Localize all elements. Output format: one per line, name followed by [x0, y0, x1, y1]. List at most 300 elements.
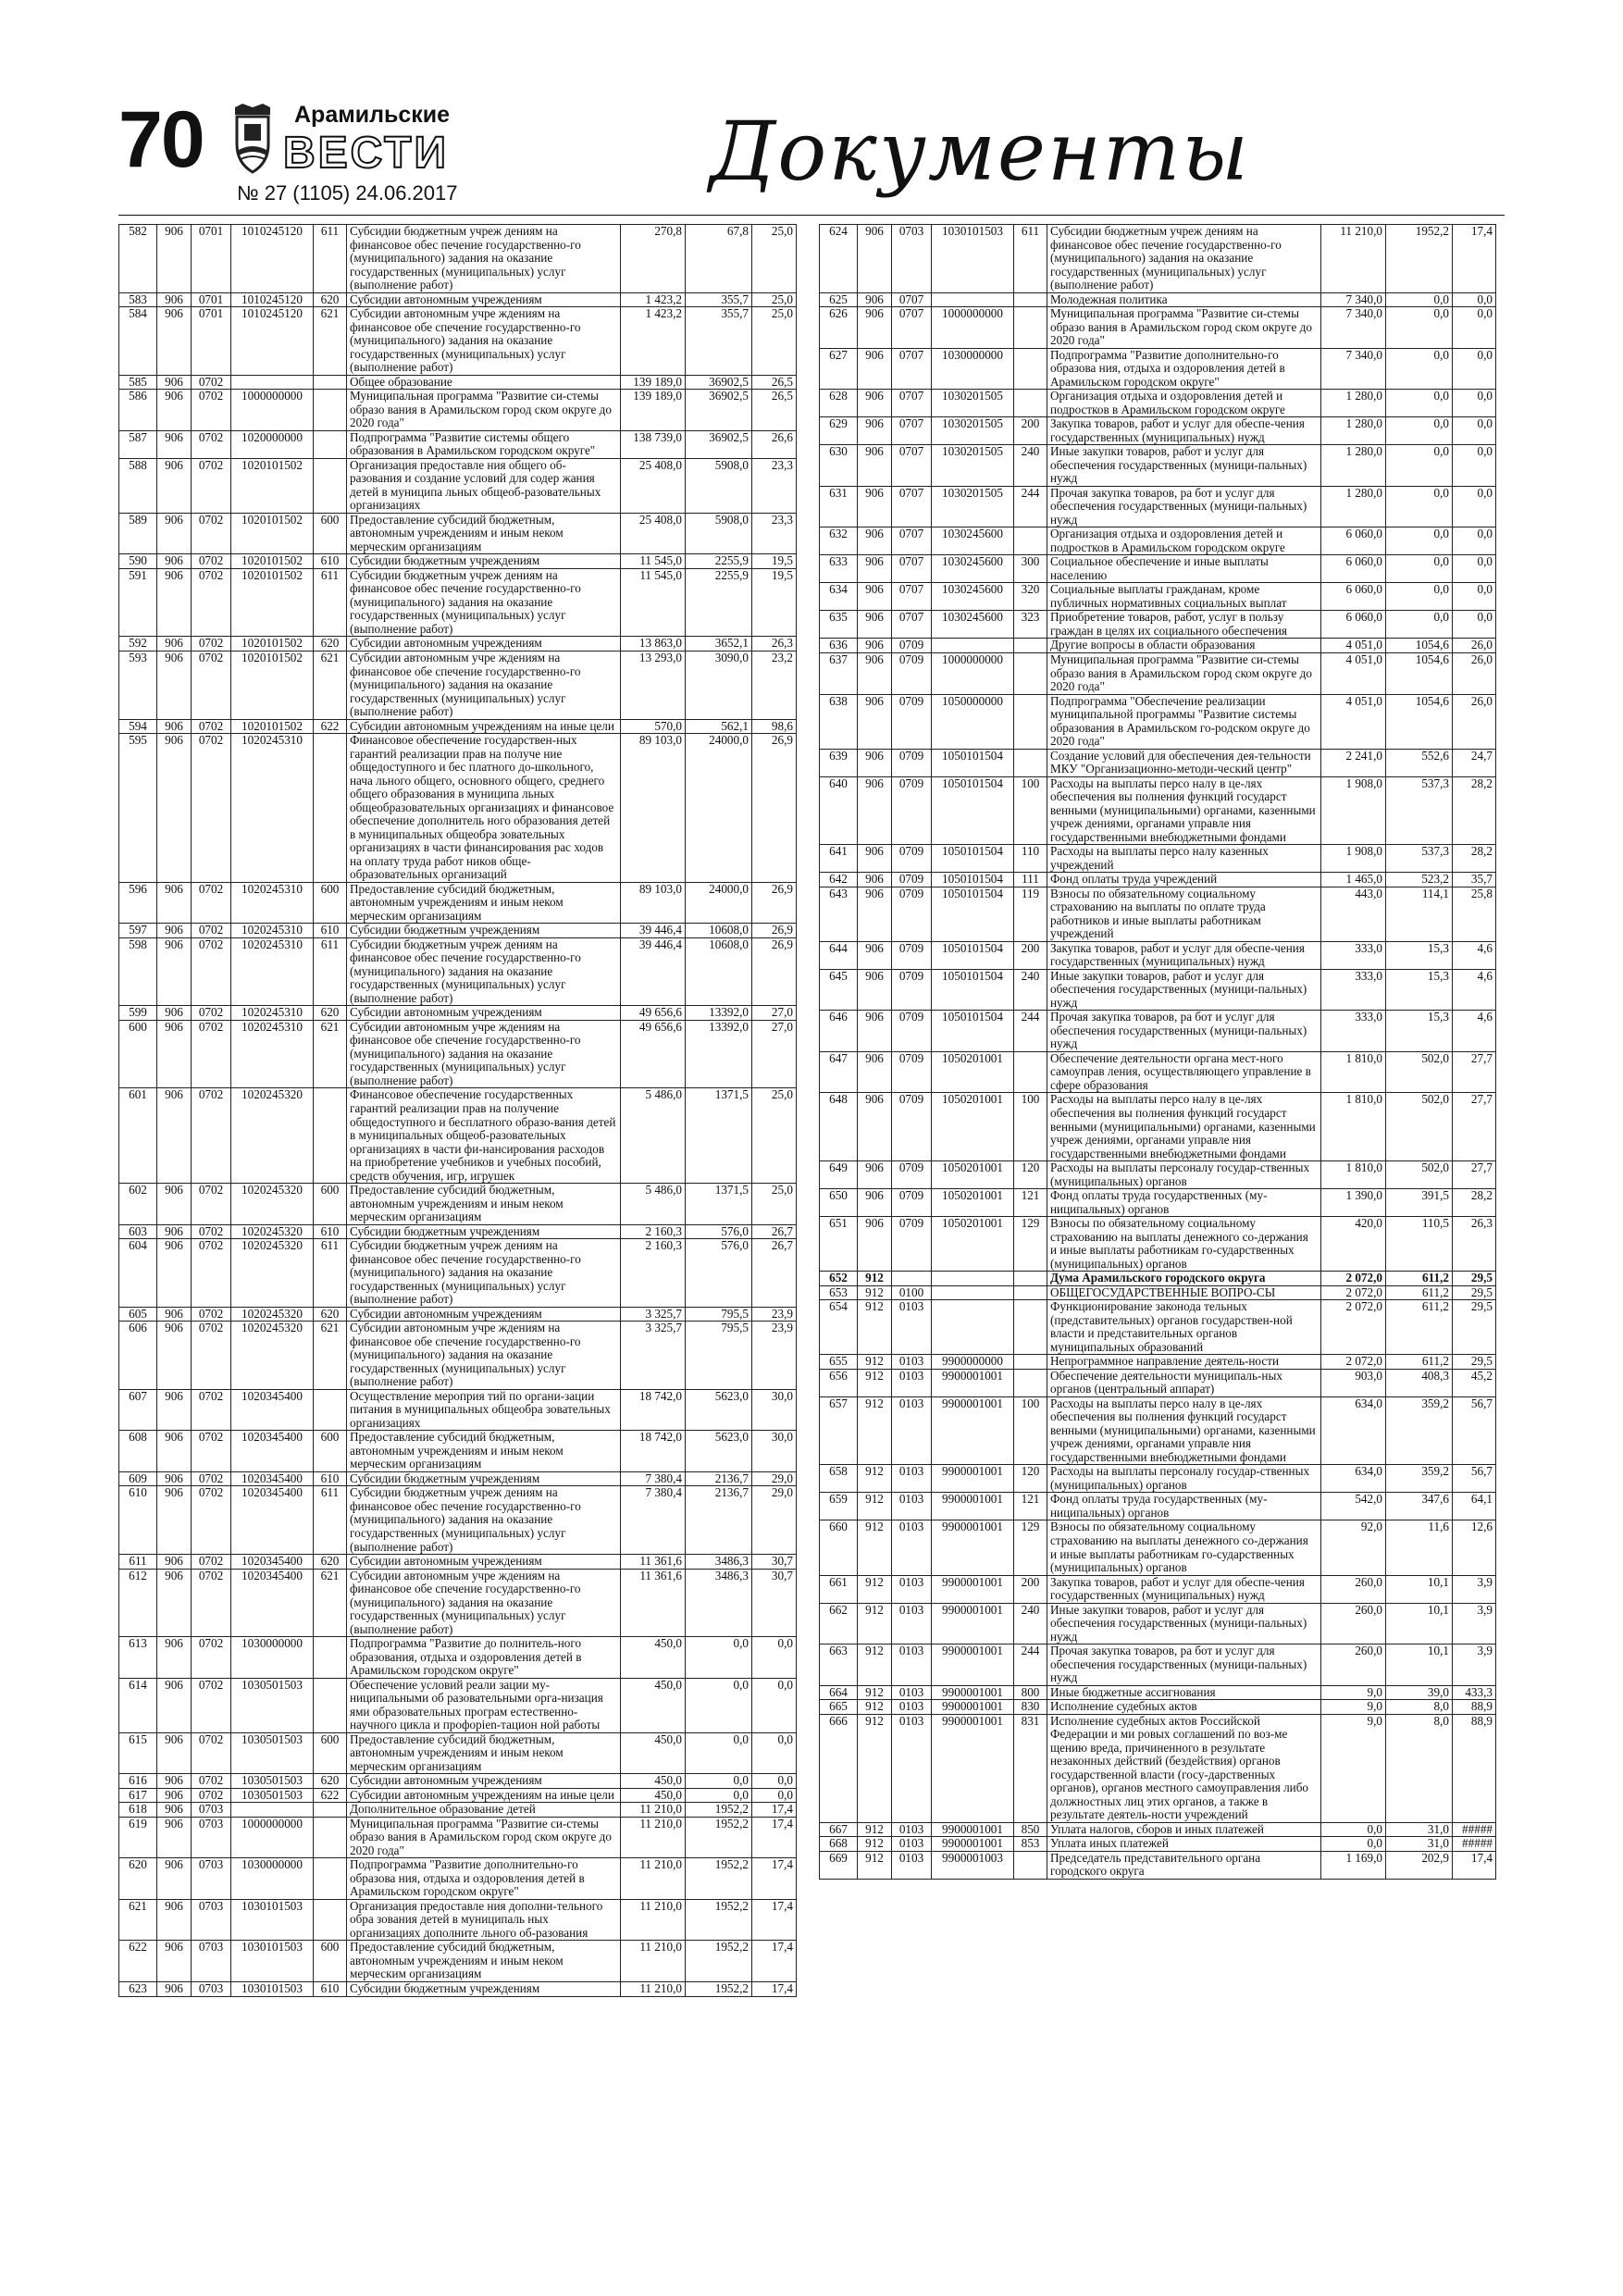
row-number: 650 [820, 1189, 858, 1217]
expense-type-code: 100 [1014, 776, 1047, 845]
section-code: 0707 [892, 445, 932, 487]
table-row [119, 513, 797, 554]
target-article-code: 1030501503 [231, 1678, 314, 1732]
percent-executed: 26,9 [752, 924, 797, 938]
description: Закупка товаров, работ и услуг для обеспе-чения государственных (муниципальных) нужд [1047, 1575, 1321, 1603]
ministry-code: 906 [157, 1389, 192, 1431]
table-row [820, 1011, 1496, 1052]
plan-amount: 18 742,0 [621, 1389, 686, 1431]
description: Субсидии автономным учре ждениям на финансовое обе спечение государственно-го (муниципального) задания на оказание государственных (муниципальных) услуг (выполнение работ) [347, 1569, 621, 1637]
target-article-code: 1030501503 [231, 1774, 314, 1789]
percent-executed: 4,6 [1453, 969, 1496, 1011]
expense-type-code: 853 [1014, 1837, 1047, 1852]
table-row [119, 1817, 797, 1858]
executed-amount: 10,1 [1386, 1644, 1453, 1686]
expense-type-code: 240 [1014, 1603, 1047, 1644]
section-code [892, 1272, 932, 1286]
plan-amount: 1 810,0 [1321, 1161, 1386, 1189]
target-article-code: 1020000000 [231, 430, 314, 458]
plan-amount: 634,0 [1321, 1465, 1386, 1493]
percent-executed: 29,5 [1453, 1285, 1496, 1300]
target-article-code: 1020245320 [231, 1224, 314, 1239]
ministry-code: 906 [157, 1006, 192, 1021]
ministry-code: 906 [157, 1184, 192, 1225]
plan-amount: 9,0 [1321, 1700, 1386, 1715]
section-code: 0702 [192, 637, 231, 652]
section-code: 0702 [192, 1774, 231, 1789]
table-row [119, 1020, 797, 1088]
row-number: 594 [119, 719, 157, 734]
plan-amount: 1 810,0 [1321, 1093, 1386, 1161]
plan-amount: 2 072,0 [1321, 1272, 1386, 1286]
ministry-code: 906 [157, 1224, 192, 1239]
row-number: 604 [119, 1239, 157, 1308]
row-number: 618 [119, 1803, 157, 1818]
row-number: 645 [820, 969, 858, 1011]
section-code: 0703 [192, 1817, 231, 1858]
row-number: 624 [820, 225, 858, 293]
executed-amount: 552,6 [1386, 749, 1453, 776]
table-row [820, 652, 1496, 694]
percent-executed: 27,0 [752, 1006, 797, 1021]
percent-executed: 0,0 [752, 1637, 797, 1679]
description: Субсидии бюджетным учреж дениям на финансовое обес печение государственно-го (муниципального) задания на оказание государственных (муниципальных) услуг (выполнение работ) [347, 937, 621, 1006]
plan-amount: 6 060,0 [1321, 555, 1386, 583]
executed-amount: 502,0 [1386, 1051, 1453, 1093]
executed-amount: 2255,9 [686, 554, 752, 569]
table-row [820, 417, 1496, 445]
budget-table-right-column [819, 224, 1495, 1880]
plan-amount: 450,0 [621, 1788, 686, 1803]
expense-type-code [314, 1088, 347, 1184]
executed-amount: 1952,2 [686, 1803, 752, 1818]
expense-type-code: 831 [1014, 1714, 1047, 1822]
plan-amount: 903,0 [1321, 1369, 1386, 1396]
ministry-code: 912 [858, 1685, 892, 1700]
description: Субсидии автономным учреждениям [347, 1774, 621, 1789]
description: Подпрограмма "Развитие дополнительно-го образова ния, отдыха и оздоровления детей в Арамильском городском округе" [347, 1858, 621, 1900]
percent-executed: 26,0 [1453, 652, 1496, 694]
logo-top-text: Арамильские [294, 102, 451, 128]
percent-executed: 35,7 [1453, 873, 1496, 887]
table-row [820, 225, 1496, 293]
row-number: 655 [820, 1355, 858, 1370]
target-article-code [932, 1285, 1014, 1300]
description: Подпрограмма "Развитие дополнительно-го образова ния, отдыха и оздоровления детей в Арамильском городском округе" [1047, 348, 1321, 390]
ministry-code: 906 [157, 1774, 192, 1789]
executed-amount: 3652,1 [686, 637, 752, 652]
description: Субсидии бюджетным учреждениям [347, 554, 621, 569]
ministry-code: 906 [157, 1088, 192, 1184]
section-code: 0709 [892, 969, 932, 1011]
executed-amount: 0,0 [686, 1637, 752, 1679]
percent-executed: 12,6 [1453, 1520, 1496, 1575]
plan-amount: 333,0 [1321, 941, 1386, 969]
row-number: 598 [119, 937, 157, 1006]
percent-executed: 3,9 [1453, 1575, 1496, 1603]
target-article-code [231, 1803, 314, 1818]
section-code: 0702 [192, 554, 231, 569]
percent-executed: 28,2 [1453, 776, 1496, 845]
description: Муниципальная программа "Развитие си-стемы образо вания в Арамильском город ском округе до 2020 года" [1047, 307, 1321, 349]
section-code: 0103 [892, 1493, 932, 1520]
percent-executed: 30,7 [752, 1569, 797, 1637]
table-row [820, 390, 1496, 417]
description: Прочая закупка товаров, ра бот и услуг для обеспечения государственных (муници-пальных) нужд [1047, 1011, 1321, 1052]
description: Функционирование законода тельных (представительных) органов государствен-ной власти и представительных органов муниципальных образований [1047, 1300, 1321, 1355]
description: Взносы по обязательному социальному страхованию на выплаты денежного со-держания и иные выплаты работникам го-сударственных (муниципальных) органов [1047, 1520, 1321, 1575]
expense-type-code [314, 1389, 347, 1431]
expense-type-code: 300 [1014, 555, 1047, 583]
row-number: 620 [119, 1858, 157, 1900]
plan-amount: 1 280,0 [1321, 486, 1386, 527]
section-code: 0702 [192, 1389, 231, 1431]
ministry-code: 906 [157, 1817, 192, 1858]
target-article-code: 1030201505 [932, 445, 1014, 487]
description: Субсидии автономным учреждениям [347, 292, 621, 307]
expense-type-code: 323 [1014, 611, 1047, 639]
ministry-code: 906 [858, 1011, 892, 1052]
target-article-code: 9900001001 [932, 1369, 1014, 1396]
executed-amount: 24000,0 [686, 734, 752, 883]
percent-executed: 0,0 [1453, 417, 1496, 445]
executed-amount: 391,5 [1386, 1189, 1453, 1217]
ministry-code: 906 [858, 1217, 892, 1272]
target-article-code: 1050101504 [932, 845, 1014, 873]
row-number: 612 [119, 1569, 157, 1637]
description: Субсидии автономным учреждениям [347, 637, 621, 652]
table-row [820, 1093, 1496, 1161]
percent-executed: 17,4 [1453, 225, 1496, 293]
row-number: 602 [119, 1184, 157, 1225]
percent-executed: 17,4 [1453, 1851, 1496, 1879]
ministry-code: 906 [858, 652, 892, 694]
row-number: 623 [119, 1982, 157, 1997]
section-code: 0707 [892, 307, 932, 349]
ministry-code: 906 [157, 1732, 192, 1774]
target-article-code: 1020245310 [231, 882, 314, 924]
section-code: 0709 [892, 1161, 932, 1189]
section-code: 0103 [892, 1355, 932, 1370]
description: Субсидии автономным учре ждениям на финансовое обе спечение государственно-го (муниципального) задания на оказание государственных (муниципальных) услуг (выполнение работ) [347, 1322, 621, 1390]
target-article-code: 1020345400 [231, 1569, 314, 1637]
ministry-code: 906 [858, 292, 892, 307]
executed-amount: 10608,0 [686, 937, 752, 1006]
description: Предоставление субсидий бюджетным, автономным учреждениям и иным неком мерческим организациям [347, 1941, 621, 1982]
percent-executed: 0,0 [1453, 583, 1496, 611]
target-article-code: 1030245600 [932, 527, 1014, 555]
description: Муниципальная программа "Развитие си-стемы образо вания в Арамильском город ском округе до 2020 года" [347, 390, 621, 431]
description: Организация отдыха и оздоровления детей и подростков в Арамильском городском округе [1047, 527, 1321, 555]
target-article-code: 1020245310 [231, 734, 314, 883]
row-number: 634 [820, 583, 858, 611]
ministry-code: 906 [157, 937, 192, 1006]
section-code: 0702 [192, 734, 231, 883]
description: Социальные выплаты гражданам, кроме публичных нормативных социальных выплат [1047, 583, 1321, 611]
section-code: 0702 [192, 1431, 231, 1472]
ministry-code: 906 [157, 1678, 192, 1732]
percent-executed: 23,3 [752, 513, 797, 554]
expense-type-code: 600 [314, 1732, 347, 1774]
percent-executed: 25,0 [752, 292, 797, 307]
section-code: 0709 [892, 1093, 932, 1161]
percent-executed: 17,4 [752, 1858, 797, 1900]
target-article-code: 1050101504 [932, 969, 1014, 1011]
plan-amount: 1 810,0 [1321, 1051, 1386, 1093]
expense-type-code: 600 [314, 1184, 347, 1225]
plan-amount: 1 280,0 [1321, 445, 1386, 487]
target-article-code: 1020345400 [231, 1389, 314, 1431]
ministry-code: 906 [157, 1431, 192, 1472]
executed-amount: 2136,7 [686, 1486, 752, 1555]
plan-amount: 4 051,0 [1321, 652, 1386, 694]
percent-executed: 26,3 [1453, 1217, 1496, 1272]
percent-executed: 17,4 [752, 1941, 797, 1982]
description: Расходы на выплаты персо налу в це-лях обеспечения вы полнения функций государст венными (муниципальными) органами, казенными учреж дениями, органами управле ния государственными внебюджетными фондами [1047, 1093, 1321, 1161]
plan-amount: 2 241,0 [1321, 749, 1386, 776]
issue-number: № 27 (1105) 24.06.2017 [237, 181, 458, 205]
row-number: 635 [820, 611, 858, 639]
description: Расходы на выплаты персоналу государ-ственных (муниципальных) органов [1047, 1161, 1321, 1189]
row-number: 661 [820, 1575, 858, 1603]
section-code: 0702 [192, 390, 231, 431]
row-number: 622 [119, 1941, 157, 1982]
section-code: 0703 [192, 1803, 231, 1818]
row-number: 630 [820, 445, 858, 487]
target-article-code: 1030201505 [932, 417, 1014, 445]
section-code: 0707 [892, 527, 932, 555]
ministry-code: 912 [858, 1493, 892, 1520]
table-row [119, 1941, 797, 1982]
plan-amount: 138 739,0 [621, 430, 686, 458]
plan-amount: 3 325,7 [621, 1322, 686, 1390]
description: Субсидии бюджетным учреждениям [347, 1982, 621, 1997]
ministry-code: 912 [858, 1396, 892, 1465]
plan-amount: 570,0 [621, 719, 686, 734]
ministry-code: 906 [157, 651, 192, 719]
expense-type-code [314, 1803, 347, 1818]
row-number: 603 [119, 1224, 157, 1239]
executed-amount: 36902,5 [686, 390, 752, 431]
percent-executed: 25,0 [752, 225, 797, 293]
executed-amount: 523,2 [1386, 873, 1453, 887]
row-number: 666 [820, 1714, 858, 1822]
executed-amount: 36902,5 [686, 430, 752, 458]
section-code: 0709 [892, 1051, 932, 1093]
table-row [820, 1465, 1496, 1493]
plan-amount: 450,0 [621, 1678, 686, 1732]
executed-amount: 359,2 [1386, 1396, 1453, 1465]
section-code: 0103 [892, 1520, 932, 1575]
executed-amount: 202,9 [1386, 1851, 1453, 1879]
ministry-code: 906 [858, 390, 892, 417]
percent-executed: 4,6 [1453, 941, 1496, 969]
table-row [820, 845, 1496, 873]
percent-executed: 17,4 [752, 1803, 797, 1818]
executed-amount: 611,2 [1386, 1272, 1453, 1286]
table-row [119, 1088, 797, 1184]
plan-amount: 6 060,0 [1321, 527, 1386, 555]
description: Закупка товаров, работ и услуг для обеспе-чения государственных (муниципальных) нужд [1047, 941, 1321, 969]
plan-amount: 49 656,6 [621, 1020, 686, 1088]
description: Субсидии бюджетным учреж дениям на финансовое обес печение государственно-го (муниципального) задания на оказание государственных (муниципальных) услуг (выполнение работ) [347, 1239, 621, 1308]
row-number: 628 [820, 390, 858, 417]
row-number: 664 [820, 1685, 858, 1700]
target-article-code: 9900001001 [932, 1837, 1014, 1852]
table-row [119, 1982, 797, 1997]
ministry-code: 912 [858, 1603, 892, 1644]
percent-executed: 30,7 [752, 1555, 797, 1570]
ministry-code: 912 [858, 1851, 892, 1879]
row-number: 631 [820, 486, 858, 527]
target-article-code: 1030101503 [932, 225, 1014, 293]
percent-executed: 45,2 [1453, 1369, 1496, 1396]
target-article-code: 1020101502 [231, 637, 314, 652]
section-code: 0702 [192, 1788, 231, 1803]
expense-type-code: 622 [314, 719, 347, 734]
row-number: 652 [820, 1272, 858, 1286]
expense-type-code: 129 [1014, 1217, 1047, 1272]
plan-amount: 7 380,4 [621, 1471, 686, 1486]
percent-executed: 17,4 [752, 1899, 797, 1941]
plan-amount: 5 486,0 [621, 1088, 686, 1184]
row-number: 596 [119, 882, 157, 924]
row-number: 665 [820, 1700, 858, 1715]
executed-amount: 2136,7 [686, 1471, 752, 1486]
description: Подпрограмма "Развитие системы общего образования в Арамильском городском округе" [347, 430, 621, 458]
row-number: 589 [119, 513, 157, 554]
ministry-code: 912 [858, 1644, 892, 1686]
row-number: 633 [820, 555, 858, 583]
ministry-code: 906 [157, 1941, 192, 1982]
executed-amount: 5908,0 [686, 458, 752, 513]
percent-executed: 28,2 [1453, 845, 1496, 873]
plan-amount: 0,0 [1321, 1837, 1386, 1852]
percent-executed: 0,0 [752, 1788, 797, 1803]
executed-amount: 11,6 [1386, 1520, 1453, 1575]
plan-amount: 443,0 [1321, 887, 1386, 941]
percent-executed: 0,0 [1453, 486, 1496, 527]
ministry-code: 906 [157, 924, 192, 938]
ministry-code: 906 [858, 1161, 892, 1189]
section-code: 0103 [892, 1822, 932, 1837]
description: Расходы на выплаты персоналу государ-ственных (муниципальных) органов [1047, 1465, 1321, 1493]
ministry-code: 906 [858, 1189, 892, 1217]
target-article-code: 1030000000 [231, 1858, 314, 1900]
expense-type-code [1014, 292, 1047, 307]
table-row [820, 1369, 1496, 1396]
percent-executed: 28,2 [1453, 1189, 1496, 1217]
description: Субсидии бюджетным учреж дениям на финансовое обес печение государственно-го (муниципального) задания на оказание государственных (муниципальных) услуг (выполнение работ) [347, 225, 621, 293]
table-row [119, 1678, 797, 1732]
plan-amount: 11 361,6 [621, 1555, 686, 1570]
ministry-code: 912 [858, 1837, 892, 1852]
ministry-code: 906 [157, 734, 192, 883]
row-number: 593 [119, 651, 157, 719]
percent-executed: 3,9 [1453, 1644, 1496, 1686]
percent-executed: 0,0 [1453, 611, 1496, 639]
description: Субсидии автономным учреждениям [347, 1006, 621, 1021]
ministry-code: 906 [858, 307, 892, 349]
expense-type-code: 610 [314, 924, 347, 938]
section-code: 0709 [892, 1189, 932, 1217]
expense-type-code [1014, 1051, 1047, 1093]
ministry-code: 906 [858, 225, 892, 293]
table-row [119, 1486, 797, 1555]
table-row [820, 694, 1496, 749]
section-code: 0701 [192, 307, 231, 376]
budget-table-right [819, 224, 1496, 1880]
table-row [119, 1732, 797, 1774]
expense-type-code: 611 [1014, 225, 1047, 293]
percent-executed: 56,7 [1453, 1396, 1496, 1465]
section-code: 0702 [192, 719, 231, 734]
executed-amount: 0,0 [1386, 555, 1453, 583]
percent-executed: 19,5 [752, 554, 797, 569]
ministry-code: 912 [858, 1285, 892, 1300]
ministry-code: 906 [157, 513, 192, 554]
percent-executed: 25,0 [752, 1184, 797, 1225]
section-code: 0103 [892, 1851, 932, 1879]
section-code: 0709 [892, 694, 932, 749]
executed-amount: 537,3 [1386, 845, 1453, 873]
executed-amount: 611,2 [1386, 1355, 1453, 1370]
expense-type-code [314, 1637, 347, 1679]
percent-executed: 23,9 [752, 1307, 797, 1322]
description: Субсидии автономным учреждениям [347, 1555, 621, 1570]
expense-type-code [314, 1817, 347, 1858]
plan-amount: 634,0 [1321, 1396, 1386, 1465]
logo-main-text: ВЕСТИ [283, 129, 449, 178]
row-number: 626 [820, 307, 858, 349]
executed-amount: 0,0 [1386, 292, 1453, 307]
expense-type-code [314, 375, 347, 390]
percent-executed: 23,2 [752, 651, 797, 719]
percent-executed: 3,9 [1453, 1603, 1496, 1644]
executed-amount: 1952,2 [686, 1982, 752, 1997]
executed-amount: 359,2 [1386, 1465, 1453, 1493]
target-article-code: 1020245310 [231, 1006, 314, 1021]
executed-amount: 1371,5 [686, 1088, 752, 1184]
ministry-code: 906 [858, 969, 892, 1011]
row-number: 586 [119, 390, 157, 431]
section-code: 0709 [892, 652, 932, 694]
section-code: 0702 [192, 1322, 231, 1390]
section-code: 0103 [892, 1300, 932, 1355]
row-number: 642 [820, 873, 858, 887]
ministry-code: 906 [858, 873, 892, 887]
ministry-code: 912 [858, 1575, 892, 1603]
section-code: 0103 [892, 1575, 932, 1603]
section-code: 0103 [892, 1714, 932, 1822]
expense-type-code: 244 [1014, 1644, 1047, 1686]
section-code: 0709 [892, 749, 932, 776]
expense-type-code: 600 [314, 1941, 347, 1982]
section-code: 0707 [892, 486, 932, 527]
description: Субсидии автономным учреждениям на иные цели [347, 1788, 621, 1803]
ministry-code: 906 [157, 1899, 192, 1941]
expense-type-code [1014, 348, 1047, 390]
target-article-code: 1000000000 [231, 1817, 314, 1858]
plan-amount: 11 210,0 [621, 1803, 686, 1818]
executed-amount: 31,0 [1386, 1837, 1453, 1852]
executed-amount: 502,0 [1386, 1093, 1453, 1161]
percent-executed: 29,5 [1453, 1355, 1496, 1370]
executed-amount: 0,0 [686, 1732, 752, 1774]
section-code: 0707 [892, 583, 932, 611]
plan-amount: 260,0 [1321, 1644, 1386, 1686]
expense-type-code: 621 [314, 651, 347, 719]
